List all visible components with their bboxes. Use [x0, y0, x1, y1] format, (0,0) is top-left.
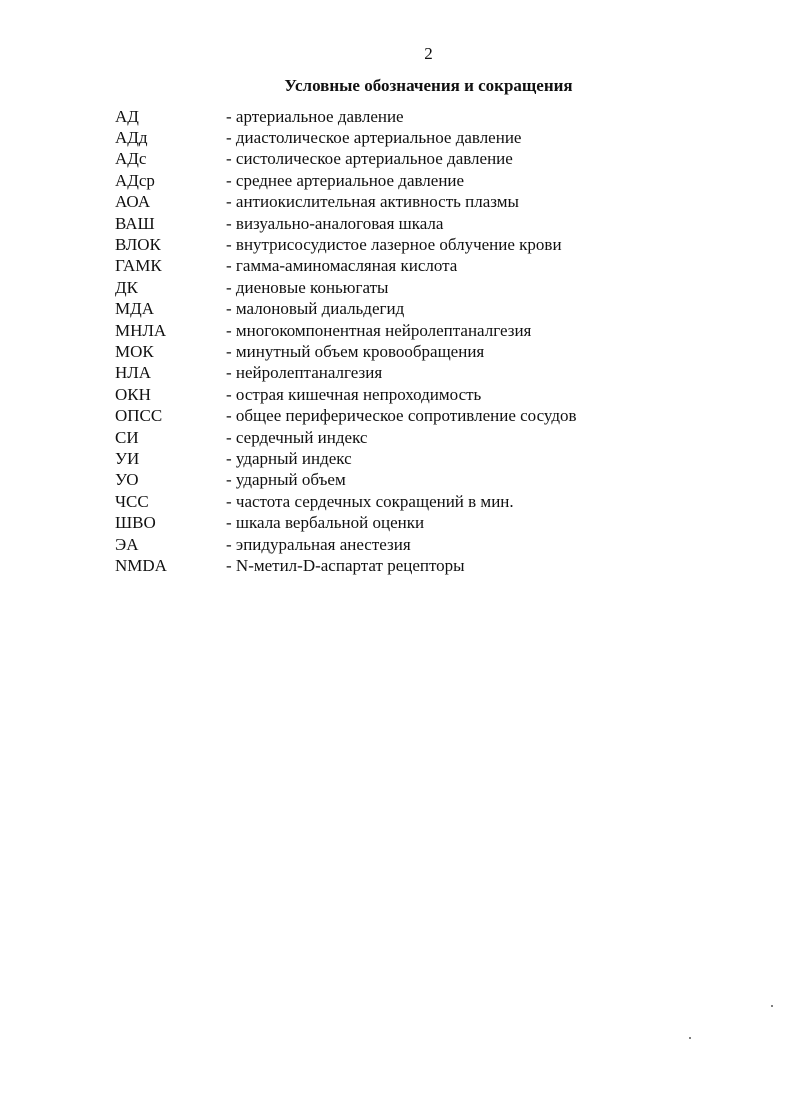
abbreviation-definition: - шкала вербальной оценки	[226, 513, 425, 533]
abbreviation-term: ВЛОК	[115, 235, 161, 255]
abbreviation-definition: - острая кишечная непроходимость	[226, 384, 482, 404]
abbreviation-row	[115, 256, 675, 277]
abbreviation-row	[115, 277, 675, 298]
scan-speck	[689, 1037, 691, 1039]
abbreviation-term: ГАМК	[115, 256, 162, 276]
abbreviation-term: МНЛА	[115, 320, 167, 340]
scan-speck	[771, 1005, 773, 1007]
abbreviation-row	[115, 341, 675, 362]
abbreviation-row	[115, 427, 675, 448]
abbreviation-term: ВАШ	[115, 213, 155, 233]
abbreviation-term: ЧСС	[115, 491, 149, 511]
page-number: 2	[424, 44, 433, 63]
abbreviation-definition: - нейролептаналгезия	[226, 363, 383, 383]
abbreviation-row	[115, 555, 675, 576]
abbreviation-row	[115, 234, 675, 255]
abbreviation-row	[115, 470, 675, 491]
abbreviation-row	[115, 534, 675, 555]
abbreviation-row	[115, 320, 675, 341]
abbreviation-row	[115, 299, 675, 320]
abbreviation-row	[115, 405, 675, 426]
abbreviation-row	[115, 127, 675, 148]
abbreviation-term: ОПСС	[115, 406, 163, 426]
abbreviation-term: ДК	[115, 277, 138, 297]
abbreviation-definition: - ударный индекс	[226, 448, 352, 468]
abbreviation-definition: - систолическое артериальное давление	[226, 149, 513, 169]
abbreviation-term: АОА	[115, 192, 151, 212]
abbreviation-definition: - N-метил-D-аспартат рецепторы	[226, 555, 465, 575]
abbreviation-definition: - минутный объем кровообращения	[226, 341, 485, 361]
abbreviation-term: ОКН	[115, 384, 151, 404]
abbreviation-row	[115, 491, 675, 512]
abbreviation-definition: - общее периферическое сопротивление сосудов	[226, 406, 577, 426]
abbreviation-definition: - многокомпонентная нейролептаналгезия	[226, 320, 532, 340]
abbreviation-term: ЭА	[115, 534, 139, 554]
abbreviation-definition: - артериальное давление	[226, 106, 404, 126]
abbreviation-row	[115, 448, 675, 469]
abbreviation-definition: - визуально-аналоговая шкала	[226, 213, 444, 233]
abbreviation-definition: - частота сердечных сокращений в мин.	[226, 491, 514, 511]
abbreviation-term: МОК	[115, 341, 154, 361]
abbreviation-row	[115, 170, 675, 191]
abbreviation-row	[115, 192, 675, 213]
abbreviation-definition: - эпидуральная анестезия	[226, 534, 411, 554]
abbreviation-row	[115, 512, 675, 533]
abbreviation-term: NMDA	[115, 555, 167, 575]
abbreviation-term: МДА	[115, 299, 154, 319]
abbreviation-definition: - малоновый диальдегид	[226, 299, 405, 319]
abbreviation-definition: - ударный объем	[226, 470, 346, 490]
abbreviation-term: АД	[115, 106, 139, 126]
abbreviation-definition: - диеновые коньюгаты	[226, 277, 389, 297]
abbreviation-row	[115, 213, 675, 234]
abbreviation-term: АДс	[115, 149, 147, 169]
abbreviation-row	[115, 384, 675, 405]
abbreviation-definition: - диастолическое артериальное давление	[226, 128, 522, 148]
abbreviation-term: АДд	[115, 128, 148, 148]
abbreviation-term: НЛА	[115, 363, 152, 383]
abbreviation-term: СИ	[115, 427, 139, 447]
abbreviation-term: УИ	[115, 448, 140, 468]
abbreviation-row	[115, 106, 675, 127]
abbreviation-term: ШВО	[115, 513, 156, 533]
abbreviation-term: АДср	[115, 170, 155, 190]
page-title: Условные обозначения и сокращения	[284, 76, 573, 95]
abbreviation-definition: - гамма-аминомасляная кислота	[226, 256, 458, 276]
abbreviation-list	[115, 106, 675, 577]
abbreviation-row	[115, 149, 675, 170]
abbreviation-definition: - внутрисосудистое лазерное облучение крови	[226, 235, 562, 255]
abbreviation-row	[115, 363, 675, 384]
abbreviation-definition: - среднее артериальное давление	[226, 170, 465, 190]
abbreviation-definition: - сердечный индекс	[226, 427, 368, 447]
abbreviation-term: УО	[115, 470, 139, 490]
abbreviation-definition: - антиокислительная активность плазмы	[226, 192, 519, 212]
